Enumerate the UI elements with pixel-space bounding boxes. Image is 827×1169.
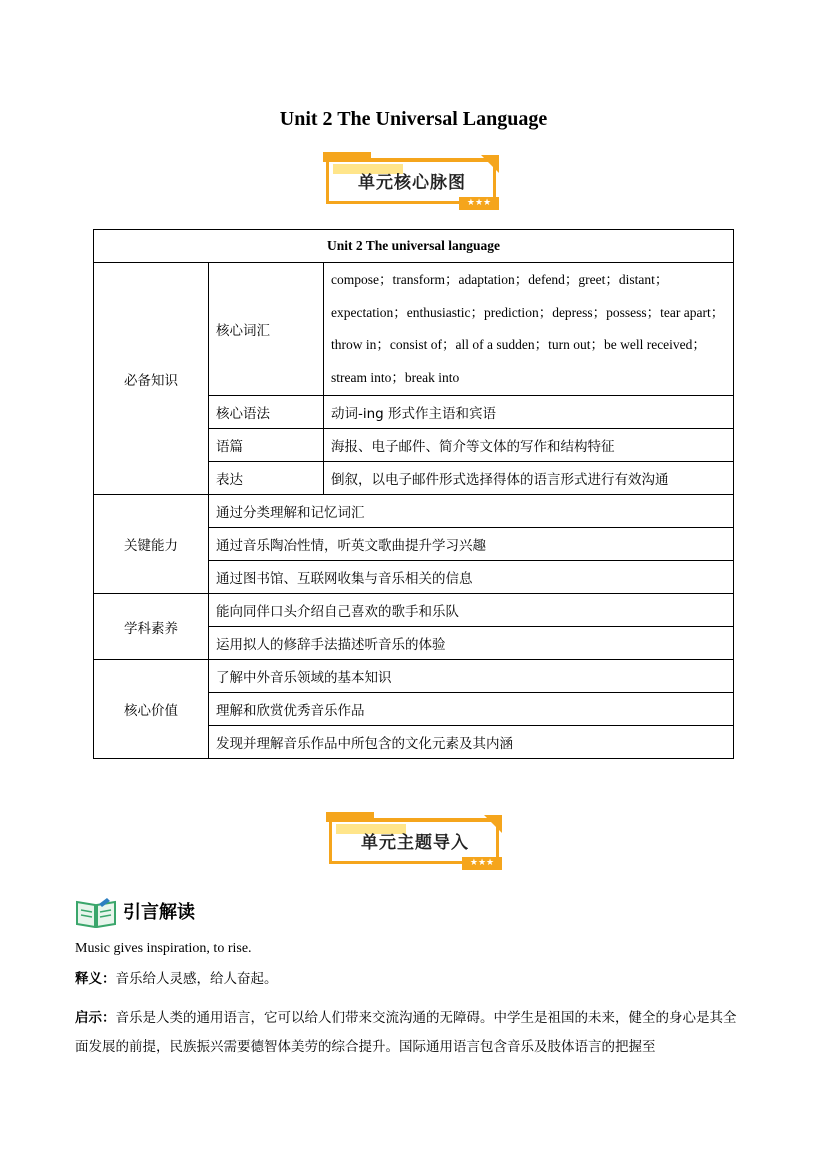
- insight-label: 启示：: [75, 1010, 116, 1026]
- value-cell: 通过音乐陶冶性情，听英文歌曲提升学习兴趣: [209, 528, 734, 561]
- category-cell: 关键能力: [94, 495, 209, 594]
- meaning-paragraph: [75, 970, 755, 988]
- value-cell: 倒叙，以电子邮件形式选择得体的语言形式进行有效沟通: [324, 462, 734, 495]
- sub-label: 核心词汇: [209, 263, 324, 396]
- value-cell: 发现并理解音乐作品中所包含的文化元素及其内涵: [209, 726, 734, 759]
- stars-icon: ★★★: [459, 197, 499, 210]
- category-cell: 核心价值: [94, 660, 209, 759]
- sub-label: 核心语法: [209, 396, 324, 429]
- vocab-cell: compose；transform；adaptation；defend；greet；distant；expectation；enthusiastic；prediction；depress；possess；tear apart；throw in；consist of；all of a sudden；turn out；be well received；stream into；break into: [324, 263, 734, 396]
- section-banner-core-map: [323, 152, 501, 210]
- stars-icon: ★★★: [462, 857, 502, 870]
- banner-label: 单元主题导入: [361, 833, 469, 853]
- sub-label: 语篇: [209, 429, 324, 462]
- value-cell: 了解中外音乐领域的基本知识: [209, 660, 734, 693]
- quote-text: Music gives inspiration, to rise.: [75, 941, 252, 956]
- core-map-table: [93, 229, 734, 759]
- value-cell: 理解和欣赏优秀音乐作品: [209, 693, 734, 726]
- value-cell: 能向同伴口头介绍自己喜欢的歌手和乐队: [209, 594, 734, 627]
- table-header: Unit 2 The universal language: [94, 230, 734, 263]
- insight-paragraph: [75, 1004, 747, 1062]
- value-cell: 运用拟人的修辞手法描述听音乐的体验: [209, 627, 734, 660]
- meaning-label: 释义：: [75, 971, 116, 987]
- section-banner-theme-intro: [326, 812, 504, 870]
- insight-text: 音乐是人类的通用语言，它可以给人们带来交流沟通的无障碍。中学生是祖国的未来，健全的身心是其全面发展的前提，民族振兴需要德智体美劳的综合提升。国际通用语言包含音乐及肢体语言的把握至: [75, 1010, 737, 1055]
- intro-heading: 引言解读: [123, 902, 195, 923]
- value-cell: 动词-ing 形式作主语和宾语: [324, 396, 734, 429]
- sub-label: 表达: [209, 462, 324, 495]
- value-cell: 海报、电子邮件、简介等文体的写作和结构特征: [324, 429, 734, 462]
- value-cell: 通过图书馆、互联网收集与音乐相关的信息: [209, 561, 734, 594]
- category-cell: 必备知识: [94, 263, 209, 495]
- page-title: Unit 2 The Universal Language: [279, 108, 548, 130]
- open-book-icon: [75, 896, 117, 928]
- meaning-text: 音乐给人灵感，给人奋起。: [115, 971, 278, 987]
- intro-subheading: [75, 888, 275, 932]
- banner-label: 单元核心脉图: [358, 173, 466, 193]
- category-cell: 学科素养: [94, 594, 209, 660]
- value-cell: 通过分类理解和记忆词汇: [209, 495, 734, 528]
